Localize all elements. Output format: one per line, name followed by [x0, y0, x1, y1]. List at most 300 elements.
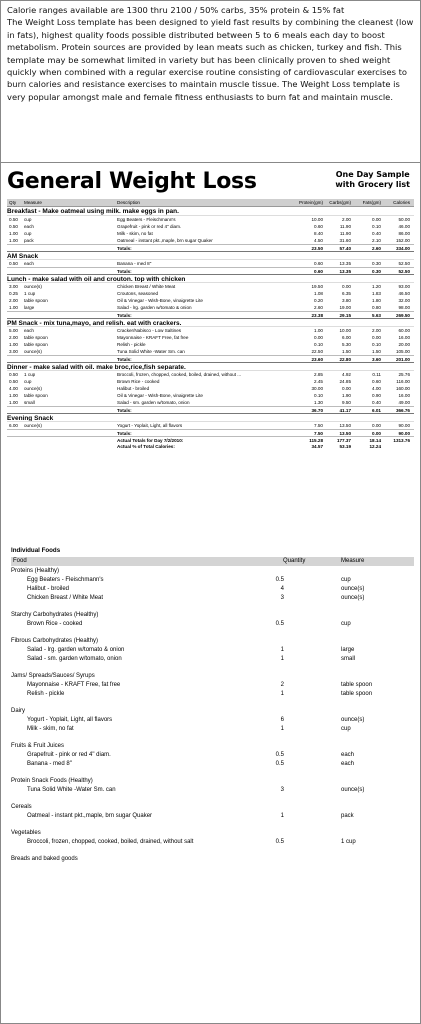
item-carbs: 6.35 — [342, 291, 351, 296]
item-measure: pack — [24, 238, 34, 243]
meal-title: PM Snack - mix tuna,mayo, and relish. eat with crackers. — [7, 318, 414, 327]
food-item-row — [11, 655, 414, 664]
meal-item-row — [7, 216, 414, 223]
item-description: Milk - skim, no fat — [117, 231, 153, 236]
grand-totals — [7, 436, 414, 450]
foods-column-header — [11, 557, 414, 566]
food-group-title: Proteins (Healthy) — [11, 568, 60, 574]
meal-item-row — [7, 260, 414, 267]
item-fats: 0.40 — [372, 231, 381, 236]
food-group — [11, 777, 414, 795]
food-item-measure: cup — [341, 726, 351, 732]
item-calories: 93.00 — [398, 284, 410, 289]
item-description: Oil & Vinegar - Wish-Bone, vinaigrette Lite — [117, 393, 203, 398]
food-item-name: Salad - sm. garden w/tomato, onion — [27, 656, 122, 662]
item-qty: 0.50 — [9, 224, 18, 229]
food-item-row — [11, 620, 414, 629]
item-protein: 1.08 — [314, 291, 323, 296]
food-item-name: Mayonnaise - KRAFT Free, fat free — [27, 682, 121, 688]
food-item-quantity: 4 — [280, 586, 284, 592]
meal-title: Lunch - make salad with oil and crouton. top with chicken — [7, 274, 414, 283]
food-item-row — [11, 812, 414, 821]
item-protein: 0.10 — [314, 393, 323, 398]
food-item-row — [11, 646, 414, 655]
item-description: Tuna Solid White -Water Sm. can — [117, 349, 185, 354]
item-description: Mayonnaise - KRAFT Free, fat free — [117, 335, 189, 340]
food-item-measure: ounce(s) — [341, 787, 365, 793]
food-group-title: Vegetables — [11, 830, 41, 836]
total-protein: 23.50 — [311, 246, 323, 251]
total-carbs: 57.40 — [339, 246, 351, 251]
meal-item-row — [7, 283, 414, 290]
item-carbs: 13.35 — [339, 261, 351, 266]
item-carbs: 0.00 — [342, 284, 351, 289]
meal-title: Breakfast - Make oatmeal using milk. make eggs in pan. — [7, 207, 414, 216]
grand-fats: 18.14 — [369, 438, 381, 443]
meal-totals-row — [7, 311, 414, 318]
foods-title: Individual Foods — [11, 547, 61, 554]
item-carbs: 11.90 — [339, 224, 351, 229]
food-item-quantity: 1 — [280, 656, 284, 662]
page-title: General Weight Loss — [7, 169, 257, 194]
food-item-measure: pack — [341, 813, 354, 819]
item-calories: 49.00 — [398, 400, 410, 405]
item-description: Oatmeal - instant pkt.,maple, brn sugar Quaker — [117, 238, 213, 243]
item-protein: 0.20 — [314, 298, 323, 303]
food-item-row — [11, 786, 414, 795]
meal-item-row — [7, 290, 414, 297]
total-carbs: 13.35 — [339, 269, 351, 274]
item-calories: 86.00 — [398, 231, 410, 236]
item-fats: 4.00 — [372, 386, 381, 391]
food-item-measure: cup — [341, 577, 351, 583]
item-description: Brown Rice - cooked — [117, 379, 160, 384]
item-carbs: 6.00 — [342, 335, 351, 340]
food-item-row — [11, 760, 414, 769]
meal-item-row — [7, 223, 414, 230]
food-item-row — [11, 690, 414, 699]
food-item-name: Egg Beaters - Fleischmann's — [27, 577, 104, 583]
item-qty: 1.00 — [9, 238, 18, 243]
item-carbs: 9.50 — [342, 400, 351, 405]
total-calories: 334.00 — [395, 246, 410, 251]
item-carbs: 0.00 — [342, 386, 351, 391]
item-qty: 0.25 — [9, 291, 18, 296]
grand-total-label: Actual Totals for Day 7/2/2010: — [117, 438, 184, 443]
grand-carbs: 53.19 — [339, 444, 351, 449]
item-fats: 0.40 — [372, 400, 381, 405]
totals-label: Totals: — [117, 269, 132, 274]
food-group-title: Breads and baked goods — [11, 856, 78, 862]
total-carbs: 13.50 — [339, 431, 351, 436]
food-item-name: Relish - pickle — [27, 691, 65, 697]
item-measure: table spoon — [24, 342, 48, 347]
item-carbs: 2.00 — [342, 217, 351, 222]
food-item-measure: ounce(s) — [341, 595, 365, 601]
header-qty: Qty — [9, 200, 17, 205]
food-item-quantity: 3 — [280, 787, 284, 793]
item-measure: table spoon — [24, 335, 48, 340]
item-description: Oil & Vinegar - Wish-Bone, vinaigrette Lite — [117, 298, 203, 303]
item-protein: 2.60 — [314, 305, 323, 310]
item-carbs: 24.85 — [339, 379, 351, 384]
foods-header-quantity: Quantity — [283, 558, 306, 564]
sample-label — [335, 170, 410, 190]
food-item-measure: ounce(s) — [341, 717, 365, 723]
item-measure: table spoon — [24, 393, 48, 398]
total-protein: 7.50 — [314, 431, 323, 436]
food-item-quantity: 6 — [280, 717, 284, 723]
meal-totals-row — [7, 429, 414, 436]
header-measure: Measure — [24, 200, 42, 205]
food-item-name: Broccoli, frozen, chopped, cooked, boiled, drained, without salt — [27, 839, 194, 845]
total-fats: 3.60 — [372, 357, 381, 362]
item-fats: 0.00 — [372, 423, 381, 428]
total-calories: 269.50 — [395, 313, 410, 318]
food-item-quantity: 1 — [280, 726, 284, 732]
totals-label: Totals: — [117, 408, 132, 413]
grand-total-label: Actual % of Total Calories: — [117, 444, 175, 449]
item-calories: 32.00 — [398, 298, 410, 303]
food-item-row — [11, 594, 414, 603]
item-fats: 0.10 — [372, 224, 381, 229]
food-item-row — [11, 751, 414, 760]
food-item-quantity: 2 — [280, 682, 284, 688]
meal-item-row — [7, 334, 414, 341]
item-description: Yogurt - Yoplait, Light, all flavors — [117, 423, 183, 428]
item-protein: 0.60 — [314, 224, 323, 229]
meal-totals-row — [7, 267, 414, 274]
item-qty: 3.00 — [9, 284, 18, 289]
food-group-title: Cereals — [11, 804, 32, 810]
grand-calories: 1313.76 — [393, 438, 410, 443]
foods-header-food: Food — [13, 558, 27, 564]
item-description: Salad - sm. garden w/tomato, onion — [117, 400, 190, 405]
header-calories: Calories — [393, 200, 410, 205]
meal-item-row — [7, 422, 414, 429]
item-fats: 0.30 — [372, 261, 381, 266]
header-protein: Protein(gm) — [299, 200, 323, 205]
item-measure: ounce(s) — [24, 349, 42, 354]
item-description: Relish - pickle — [117, 342, 146, 347]
grand-protein: 115.28 — [309, 438, 323, 443]
item-fats: 2.00 — [372, 328, 381, 333]
total-fats: 5.63 — [372, 313, 381, 318]
meal-item-row — [7, 399, 414, 406]
meals-container — [7, 207, 414, 436]
total-carbs: 29.15 — [339, 313, 351, 318]
item-description: Chicken Breast / White Meat — [117, 284, 176, 289]
food-group-title: Fibrous Carbohydrates (Healthy) — [11, 638, 99, 644]
item-measure: each — [24, 261, 34, 266]
total-fats: 0.30 — [372, 269, 381, 274]
item-fats: 2.10 — [372, 238, 381, 243]
item-measure: each — [24, 224, 34, 229]
meal-item-row — [7, 378, 414, 385]
meal-title: Evening Snack — [7, 413, 414, 422]
item-protein: 22.50 — [311, 349, 323, 354]
item-protein: 10.00 — [311, 217, 323, 222]
food-item-quantity: 0.5 — [275, 621, 284, 627]
item-measure: each — [24, 328, 34, 333]
item-calories: 52.50 — [398, 261, 410, 266]
meal-item-row — [7, 392, 414, 399]
item-qty: 1.00 — [9, 305, 18, 310]
food-item-measure: each — [341, 761, 355, 767]
grand-fats: 12.24 — [369, 444, 381, 449]
food-item-name: Tuna Solid White -Water Sm. can — [27, 787, 116, 793]
grand-total-row — [7, 443, 414, 450]
item-calories: 152.00 — [395, 238, 410, 243]
item-qty: 0.50 — [9, 217, 18, 222]
intro-calorie-line: Calorie ranges available are 1300 thru 2100 / 50% carbs, 35% protein & 15% fat — [7, 5, 345, 15]
plan-column-header — [7, 199, 414, 207]
item-protein: 0.00 — [314, 335, 323, 340]
food-group-title: Protein Snack Foods (Healthy) — [11, 778, 93, 784]
total-fats: 0.00 — [372, 431, 381, 436]
total-calories: 52.50 — [398, 269, 410, 274]
total-carbs: 41.17 — [339, 408, 351, 413]
totals-label: Totals: — [117, 246, 132, 251]
item-protein: 2.45 — [314, 379, 323, 384]
food-item-name: Salad - lrg. garden w/tomato & onion — [27, 647, 125, 653]
food-item-quantity: 1 — [280, 691, 284, 697]
total-protein: 0.60 — [314, 269, 323, 274]
food-item-quantity: 1 — [280, 647, 284, 653]
food-item-measure: table spoon — [341, 682, 373, 688]
grand-protein: 34.57 — [311, 444, 323, 449]
item-qty: 5.00 — [9, 328, 18, 333]
item-measure: ounce(s) — [24, 284, 42, 289]
food-item-row — [11, 838, 414, 847]
meal-item-row — [7, 348, 414, 355]
item-protein: 4.50 — [314, 238, 323, 243]
item-fats: 0.10 — [372, 342, 381, 347]
item-fats: 0.90 — [372, 393, 381, 398]
item-fats: 1.83 — [372, 291, 381, 296]
item-protein: 1.30 — [314, 400, 323, 405]
item-description: Cracker/Nabisco - Low Saltines — [117, 328, 182, 333]
item-qty: 1.00 — [9, 342, 18, 347]
item-qty: 4.00 — [9, 386, 18, 391]
item-carbs: 19.00 — [339, 305, 351, 310]
total-fats: 6.01 — [372, 408, 381, 413]
food-group — [11, 803, 414, 821]
item-calories: 46.00 — [398, 224, 410, 229]
item-carbs: 5.30 — [342, 342, 351, 347]
meal-item-row — [7, 341, 414, 348]
item-qty: 1.00 — [9, 393, 18, 398]
item-calories: 116.00 — [396, 379, 410, 384]
food-item-row — [11, 716, 414, 725]
item-carbs: 1.50 — [342, 349, 351, 354]
item-calories: 60.00 — [398, 328, 410, 333]
item-measure: cup — [24, 231, 32, 236]
item-measure: ounce(s) — [24, 423, 42, 428]
grand-total-row — [7, 436, 414, 443]
total-carbs: 22.80 — [339, 357, 351, 362]
item-fats: 1.20 — [372, 284, 381, 289]
item-qty: 0.50 — [9, 261, 18, 266]
food-item-quantity: 0.5 — [275, 752, 284, 758]
food-item-measure: table spoon — [341, 691, 373, 697]
food-group-title: Fruits & Fruit Juices — [11, 743, 65, 749]
sample-label-line2: with Grocery list — [335, 180, 410, 189]
item-qty: 0.50 — [9, 379, 18, 384]
food-item-row — [11, 585, 414, 594]
item-qty: 2.00 — [9, 298, 18, 303]
item-carbs: 10.00 — [339, 328, 351, 333]
item-fats: 0.00 — [372, 217, 381, 222]
sample-label-line1: One Day Sample — [335, 170, 410, 179]
item-qty: 0.50 — [9, 372, 18, 377]
item-fats: 0.60 — [372, 379, 381, 384]
meal-plan — [1, 163, 420, 531]
food-item-quantity: 0.5 — [275, 761, 284, 767]
food-group-title: Jams/ Spreads/Sauces/ Syrups — [11, 673, 95, 679]
item-measure: ounce(s) — [24, 386, 42, 391]
header-carbs: Carbs(gm) — [329, 200, 351, 205]
item-carbs: 4.92 — [342, 372, 351, 377]
meal-item-row — [7, 327, 414, 334]
item-protein: 19.50 — [311, 284, 323, 289]
total-calories: 201.00 — [395, 357, 410, 362]
item-calories: 160.00 — [395, 386, 410, 391]
meal-totals-row — [7, 406, 414, 413]
food-group-title: Dairy — [11, 708, 26, 714]
food-item-measure: 1 cup — [341, 839, 356, 845]
food-item-quantity: 3 — [280, 595, 284, 601]
header-fats: Fats(gm) — [362, 200, 381, 205]
meal-item-row — [7, 385, 414, 392]
item-description: Croutons, seasoned — [117, 291, 159, 296]
food-item-measure: ounce(s) — [341, 586, 365, 592]
total-protein: 23.60 — [311, 357, 323, 362]
total-calories: 366.76 — [395, 408, 410, 413]
meal-item-row — [7, 237, 414, 244]
food-item-name: Chicken Breast / White Meat — [27, 595, 104, 601]
item-carbs: 1.90 — [342, 393, 351, 398]
item-qty: 6.00 — [9, 423, 18, 428]
item-measure: table spoon — [24, 298, 48, 303]
item-qty: 1.00 — [9, 400, 18, 405]
item-measure: small — [24, 400, 35, 405]
food-item-name: Banana - med 8" — [27, 761, 72, 767]
food-item-quantity: 0.5 — [275, 839, 284, 845]
food-group — [11, 829, 414, 847]
meal-totals-row — [7, 355, 414, 362]
food-item-quantity: 0.5 — [275, 577, 284, 583]
total-protein: 36.70 — [311, 408, 323, 413]
meal-item-row — [7, 371, 414, 378]
food-group — [11, 567, 414, 603]
food-group — [11, 855, 414, 864]
item-fats: 0.80 — [372, 305, 381, 310]
food-item-measure: large — [341, 647, 355, 653]
food-groups — [11, 567, 414, 864]
food-item-row — [11, 576, 414, 585]
item-calories: 46.50 — [398, 291, 410, 296]
item-measure: 1 cup — [24, 372, 36, 377]
food-item-name: Milk - skim, no fat — [27, 726, 74, 732]
item-calories: 105.00 — [395, 349, 410, 354]
food-item-name: Oatmeal - instant pkt.,maple, brn sugar Quaker — [27, 813, 153, 819]
food-item-row — [11, 681, 414, 690]
item-fats: 0.00 — [372, 335, 381, 340]
item-description: Grapefruit - pink or red 4" diam. — [117, 224, 182, 229]
item-description: Halibut - broiled — [117, 386, 150, 391]
item-protein: 1.00 — [314, 328, 323, 333]
meal-item-row — [7, 297, 414, 304]
food-item-measure: each — [341, 752, 355, 758]
food-item-quantity: 1 — [280, 813, 284, 819]
item-qty: 3.00 — [9, 349, 18, 354]
food-group — [11, 611, 414, 629]
item-calories: 16.00 — [398, 393, 410, 398]
item-protein: 7.50 — [314, 423, 323, 428]
total-calories: 90.00 — [398, 431, 410, 436]
food-group-title: Starchy Carbohydrates (Healthy) — [11, 612, 99, 618]
item-qty: 1.00 — [9, 231, 18, 236]
grand-carbs: 177.37 — [336, 438, 351, 443]
food-item-name: Grapefruit - pink or red 4" diam. — [27, 752, 111, 758]
item-protein: 0.10 — [314, 342, 323, 347]
item-description: Salad - lrg. garden w/tomato & onion — [117, 305, 192, 310]
item-measure: cup — [24, 217, 32, 222]
totals-label: Totals: — [117, 431, 132, 436]
item-measure: cup — [24, 379, 32, 384]
foods-header-measure: Measure — [341, 558, 365, 564]
item-carbs: 3.80 — [342, 298, 351, 303]
item-protein: 8.40 — [314, 231, 323, 236]
item-description: Broccoli, frozen, chopped, cooked, boiled, drained, without ... — [117, 372, 242, 377]
intro-box — [1, 1, 420, 163]
food-group — [11, 637, 414, 664]
individual-foods — [1, 531, 420, 864]
food-item-name: Brown Rice - cooked — [27, 621, 83, 627]
plan-title-row — [7, 167, 414, 199]
header-description: Description — [117, 200, 140, 205]
food-item-row — [11, 725, 414, 734]
meal-title: Dinner - make salad with oil. make broc,rice,fish separate. — [7, 362, 414, 371]
item-calories: 25.76 — [398, 372, 410, 377]
food-group — [11, 742, 414, 769]
item-description: Egg Beaters - Fleischmann's — [117, 217, 176, 222]
item-fats: 0.11 — [372, 372, 381, 377]
item-calories: 90.00 — [398, 423, 410, 428]
meal-title: AM Snack — [7, 251, 414, 260]
item-carbs: 13.50 — [339, 423, 351, 428]
meal-totals-row — [7, 244, 414, 251]
food-item-measure: small — [341, 656, 356, 662]
item-calories: 16.00 — [398, 335, 410, 340]
item-carbs: 11.90 — [339, 231, 351, 236]
food-item-measure: cup — [341, 621, 351, 627]
item-calories: 98.00 — [398, 305, 410, 310]
totals-label: Totals: — [117, 357, 132, 362]
item-calories: 20.00 — [398, 342, 410, 347]
item-fats: 1.50 — [372, 349, 381, 354]
total-protein: 23.38 — [311, 313, 323, 318]
totals-label: Totals: — [117, 313, 132, 318]
item-protein: 0.60 — [314, 261, 323, 266]
total-fats: 2.60 — [372, 246, 381, 251]
item-fats: 1.80 — [372, 298, 381, 303]
item-measure: 1 cup — [24, 291, 36, 296]
item-description: Banana - med 8" — [117, 261, 152, 266]
meal-item-row — [7, 230, 414, 237]
item-calories: 50.00 — [398, 217, 410, 222]
